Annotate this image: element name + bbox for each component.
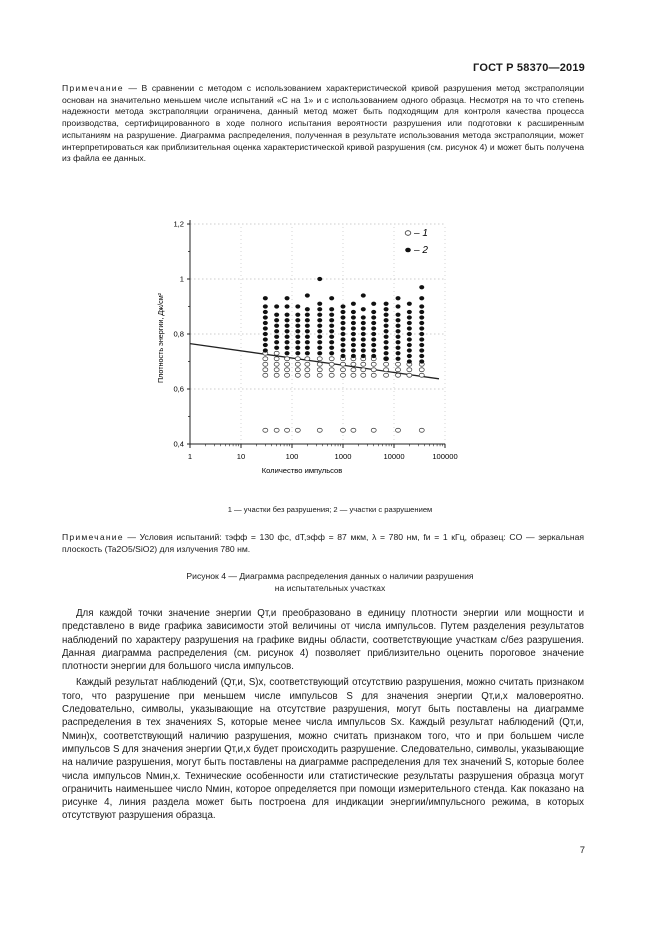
point-damage (361, 332, 366, 336)
point-no-damage (407, 373, 412, 377)
point-damage (407, 337, 412, 341)
point-no-damage (317, 368, 322, 372)
point-damage (407, 354, 412, 358)
point-damage (285, 296, 290, 300)
point-damage (384, 351, 389, 355)
point-damage (274, 318, 279, 322)
point-no-damage (351, 368, 356, 372)
point-damage (419, 332, 424, 336)
point-no-damage (329, 357, 334, 361)
figure-caption-line-1: Рисунок 4 — Диаграмма распределения данных о наличии разрушения (186, 571, 474, 581)
point-no-damage (384, 362, 389, 366)
point-damage (305, 335, 310, 339)
point-damage (274, 340, 279, 344)
point-damage (329, 340, 334, 344)
point-damage (407, 310, 412, 314)
point-damage (341, 315, 346, 319)
point-damage (341, 337, 346, 341)
point-no-damage (295, 368, 300, 372)
point-no-damage (419, 428, 424, 432)
point-damage (295, 304, 300, 308)
point-damage (317, 318, 322, 322)
point-no-damage (371, 428, 376, 432)
point-no-damage (371, 362, 376, 366)
point-damage (371, 354, 376, 358)
point-no-damage (396, 362, 401, 366)
point-damage (407, 315, 412, 319)
point-damage (317, 313, 322, 317)
point-no-damage (285, 428, 290, 432)
point-no-damage (305, 373, 310, 377)
point-damage (361, 337, 366, 341)
point-damage (274, 335, 279, 339)
point-damage (396, 357, 401, 361)
point-damage (361, 354, 366, 358)
point-damage (329, 307, 334, 311)
point-damage (295, 335, 300, 339)
point-damage (419, 310, 424, 314)
point-no-damage (263, 368, 268, 372)
point-no-damage (384, 368, 389, 372)
point-damage (263, 296, 268, 300)
point-no-damage (329, 362, 334, 366)
paragraph-1: Для каждой точки значение энергии Qт,и преобразовано в единицу плотности энергии или мощности и представлено в виде графика зависимости этой величины от числа импульсов. Путем разделения результатов наблюдений по характеру разрушения на графике видны области, соответствующие участкам с/без разрушения. Данная диаграмма распределения (см. рисунок 4) позволяет приблизительно оценить пороговое значение плотности энергии для большого числа импульсов. (62, 608, 584, 673)
y-tick-label: 0,6 (173, 384, 184, 394)
point-damage (329, 351, 334, 355)
point-damage (341, 304, 346, 308)
point-damage (263, 304, 268, 308)
figure-caption-line-2: на испытательных участках (274, 583, 386, 593)
point-damage (285, 340, 290, 344)
chart-legend (405, 228, 428, 256)
point-damage (317, 302, 322, 306)
y-axis-label: Плотность энергии, Дж/см² (156, 292, 165, 384)
point-damage (407, 359, 412, 363)
x-axis-label: Количество импульсов (261, 466, 343, 475)
point-damage (295, 324, 300, 328)
point-no-damage (263, 428, 268, 432)
chart-grid (190, 224, 445, 444)
point-damage (396, 304, 401, 308)
point-damage (285, 324, 290, 328)
point-damage (384, 313, 389, 317)
point-no-damage (329, 373, 334, 377)
point-no-damage (274, 373, 279, 377)
point-damage (351, 315, 356, 319)
point-damage (396, 335, 401, 339)
point-no-damage (407, 368, 412, 372)
point-damage (305, 346, 310, 350)
point-damage (295, 329, 300, 333)
point-no-damage (295, 357, 300, 361)
note-1 (62, 83, 584, 165)
point-no-damage (263, 373, 268, 377)
point-no-damage (341, 373, 346, 377)
point-damage (384, 335, 389, 339)
point-no-damage (305, 368, 310, 372)
data-points (263, 277, 424, 432)
point-damage (384, 307, 389, 311)
point-damage (396, 340, 401, 344)
point-damage (317, 346, 322, 350)
point-damage (351, 337, 356, 341)
point-damage (341, 343, 346, 347)
note-2 (62, 531, 584, 555)
point-damage (351, 326, 356, 330)
point-damage (419, 321, 424, 325)
legend-marker-filled (405, 248, 411, 253)
point-damage (341, 326, 346, 330)
legend-label: – 2 (414, 245, 428, 256)
paragraph-2: Каждый результат наблюдений (Qт,и, S)x, соответствующий отсутствию разрушения, можно считать признаком того, что разрушение при меньшем числе импульсов S для значения энергии Qт,и,x маловероятно. Следовательно, символы, указывающие на отсутствие разрушения, могут быть поставлены на диаграмме распределения в тех значениях S, которые менее числа импульсов Sx. Каждый результат наблюдений (Qт,и, Nмин)x, соответствующий наличию разрушения, можно считать признаком того, что и при большем числе импульсов S для значения энергии Qт,и,x будет происходить разрушение. Следовательно, символы, указывающие на наличие разрушения, могут быть поставлены на диаграмме распределения для тех значений S, которые более числа импульсов Nмин,x. Технические особенности или статистические результаты разрушения образца могут ограничить наименьшее число Nмин, которое определяется при помощи измерительного стенда. Как показано на рисунке 4, линия раздела может быть построена для индикации энергии/импульсного режима, в которых отсутствуют разрушения образца. (62, 677, 584, 822)
point-damage (341, 354, 346, 358)
point-no-damage (371, 368, 376, 372)
point-no-damage (361, 368, 366, 372)
point-damage (351, 348, 356, 352)
x-tick-label: 100 (285, 452, 299, 461)
point-damage (285, 304, 290, 308)
point-damage (305, 318, 310, 322)
point-damage (384, 324, 389, 328)
point-damage (295, 340, 300, 344)
point-damage (341, 348, 346, 352)
point-damage (285, 346, 290, 350)
point-no-damage (317, 362, 322, 366)
point-no-damage (263, 362, 268, 366)
point-damage (317, 324, 322, 328)
x-tick-label: 1000 (334, 452, 352, 461)
point-damage (305, 329, 310, 333)
point-damage (263, 326, 268, 330)
y-tick-label: 0,8 (173, 329, 184, 339)
point-damage (361, 343, 366, 347)
point-damage (351, 343, 356, 347)
point-no-damage (285, 357, 290, 361)
point-no-damage (274, 357, 279, 361)
point-no-damage (341, 362, 346, 366)
point-no-damage (329, 368, 334, 372)
point-no-damage (285, 373, 290, 377)
point-no-damage (341, 368, 346, 372)
point-damage (419, 359, 424, 363)
point-damage (305, 340, 310, 344)
point-damage (295, 346, 300, 350)
point-no-damage (285, 362, 290, 366)
point-damage (419, 354, 424, 358)
point-damage (384, 340, 389, 344)
point-damage (407, 332, 412, 336)
point-no-damage (384, 373, 389, 377)
point-damage (419, 343, 424, 347)
point-no-damage (305, 362, 310, 366)
x-tick-label: 10000 (383, 452, 405, 461)
point-damage (285, 313, 290, 317)
point-damage (396, 324, 401, 328)
point-damage (371, 343, 376, 347)
distribution-chart (150, 208, 460, 480)
point-no-damage (317, 357, 322, 361)
y-tick-label: 1 (179, 274, 184, 284)
point-damage (295, 318, 300, 322)
x-tick-label: 1 (187, 452, 193, 461)
point-damage (263, 332, 268, 336)
point-damage (351, 321, 356, 325)
point-damage (419, 315, 424, 319)
legend-caption: 1 — участки без разрушения; 2 — участки с разрушением (227, 505, 433, 514)
body-text (62, 607, 584, 823)
point-no-damage (371, 373, 376, 377)
point-damage (361, 315, 366, 319)
point-damage (351, 302, 356, 306)
point-damage (329, 313, 334, 317)
figure-caption (80, 570, 580, 594)
y-tick-label: 0,4 (173, 439, 184, 449)
point-damage (341, 321, 346, 325)
point-damage (384, 318, 389, 322)
point-damage (396, 351, 401, 355)
point-damage (407, 302, 412, 306)
point-damage (274, 304, 279, 308)
legend-label: – 1 (414, 228, 428, 239)
point-damage (371, 315, 376, 319)
page-number: 7 (579, 845, 585, 856)
point-damage (263, 343, 268, 347)
point-damage (274, 329, 279, 333)
note-1-text: — В сравнении с методом с использованием характеристической кривой разрушения метод экстраполяции основан на значительно меньшем числе испытаний «С на 1» и с использованием одного образца. Несмотря на то что степень надежности метода экстраполяции ограничена, данный метод может быть подходящим для контроля качества процесса производства, сертифицированного в ходе полного испытания вероятности разрушения или подготовки к расширенным испытаниям на разрушение. Диаграмма распределения, полученная в результате использования метода экстраполяции, может интерпретироваться как приблизительная оценка характеристической кривой разрушения (см. рисунок 4) и может быть получена из файла ее данных. (62, 83, 584, 164)
point-damage (351, 310, 356, 314)
point-no-damage (263, 357, 268, 361)
separation-line (190, 344, 439, 379)
point-damage (384, 302, 389, 306)
point-damage (371, 310, 376, 314)
y-tick-label: 1,2 (173, 219, 184, 229)
note-2-text: — Условия испытаний: τэфф = 130 фс, dT,эфф = 87 мкм, λ = 780 нм, fи = 1 кГц, образец: CO — зеркальная плоскость (Ta2O5/SiO2) для излучения 780 нм. (62, 532, 584, 554)
point-no-damage (285, 368, 290, 372)
point-damage (419, 337, 424, 341)
point-damage (295, 351, 300, 355)
point-no-damage (351, 373, 356, 377)
point-damage (285, 329, 290, 333)
point-damage (285, 335, 290, 339)
point-damage (351, 354, 356, 358)
point-damage (371, 302, 376, 306)
legend-marker-open (405, 231, 411, 236)
x-tick-label: 10 (236, 452, 246, 461)
point-damage (317, 340, 322, 344)
point-damage (274, 346, 279, 350)
point-no-damage (396, 368, 401, 372)
point-no-damage (317, 428, 322, 432)
point-damage (351, 332, 356, 336)
point-damage (341, 332, 346, 336)
point-damage (329, 329, 334, 333)
point-no-damage (419, 373, 424, 377)
point-damage (263, 337, 268, 341)
point-damage (285, 351, 290, 355)
point-no-damage (295, 428, 300, 432)
point-damage (274, 324, 279, 328)
point-no-damage (361, 362, 366, 366)
point-no-damage (396, 373, 401, 377)
point-damage (317, 307, 322, 311)
point-damage (396, 313, 401, 317)
point-damage (317, 351, 322, 355)
point-no-damage (274, 351, 279, 355)
point-no-damage (274, 362, 279, 366)
point-damage (396, 329, 401, 333)
point-damage (329, 346, 334, 350)
point-damage (419, 304, 424, 308)
point-damage (396, 318, 401, 322)
point-damage (371, 326, 376, 330)
point-no-damage (295, 373, 300, 377)
point-damage (329, 335, 334, 339)
point-damage (263, 321, 268, 325)
standard-header: ГОСТ Р 58370—2019 (473, 62, 585, 74)
point-damage (371, 348, 376, 352)
point-damage (396, 296, 401, 300)
point-damage (305, 351, 310, 355)
point-damage (274, 313, 279, 317)
point-damage (305, 293, 310, 297)
point-damage (329, 324, 334, 328)
point-no-damage (351, 428, 356, 432)
point-damage (407, 326, 412, 330)
point-damage (317, 335, 322, 339)
point-no-damage (305, 357, 310, 361)
point-damage (371, 337, 376, 341)
point-damage (361, 293, 366, 297)
point-no-damage (361, 373, 366, 377)
point-damage (305, 324, 310, 328)
point-no-damage (419, 368, 424, 372)
point-damage (384, 329, 389, 333)
point-damage (419, 348, 424, 352)
point-no-damage (274, 428, 279, 432)
point-damage (396, 346, 401, 350)
point-damage (371, 332, 376, 336)
point-damage (371, 321, 376, 325)
point-damage (361, 348, 366, 352)
point-no-damage (396, 428, 401, 432)
point-damage (419, 326, 424, 330)
point-damage (263, 310, 268, 314)
point-damage (407, 348, 412, 352)
point-damage (384, 346, 389, 350)
point-damage (407, 343, 412, 347)
point-damage (419, 296, 424, 300)
point-damage (329, 318, 334, 322)
point-damage (305, 307, 310, 311)
x-tick-label: 100000 (432, 452, 458, 461)
point-damage (341, 310, 346, 314)
point-damage (305, 313, 310, 317)
point-damage (419, 285, 424, 289)
point-damage (361, 326, 366, 330)
point-damage (317, 329, 322, 333)
note-2-lead: Примечание (62, 532, 124, 542)
point-no-damage (351, 362, 356, 366)
note-1-lead: Примечание (62, 83, 124, 93)
point-damage (263, 315, 268, 319)
point-damage (407, 321, 412, 325)
point-damage (361, 307, 366, 311)
point-no-damage (274, 368, 279, 372)
point-no-damage (295, 362, 300, 366)
point-damage (329, 296, 334, 300)
point-damage (317, 277, 322, 281)
point-damage (295, 313, 300, 317)
point-no-damage (317, 373, 322, 377)
point-damage (384, 357, 389, 361)
point-damage (285, 318, 290, 322)
point-no-damage (341, 428, 346, 432)
point-damage (263, 348, 268, 352)
point-damage (361, 321, 366, 325)
